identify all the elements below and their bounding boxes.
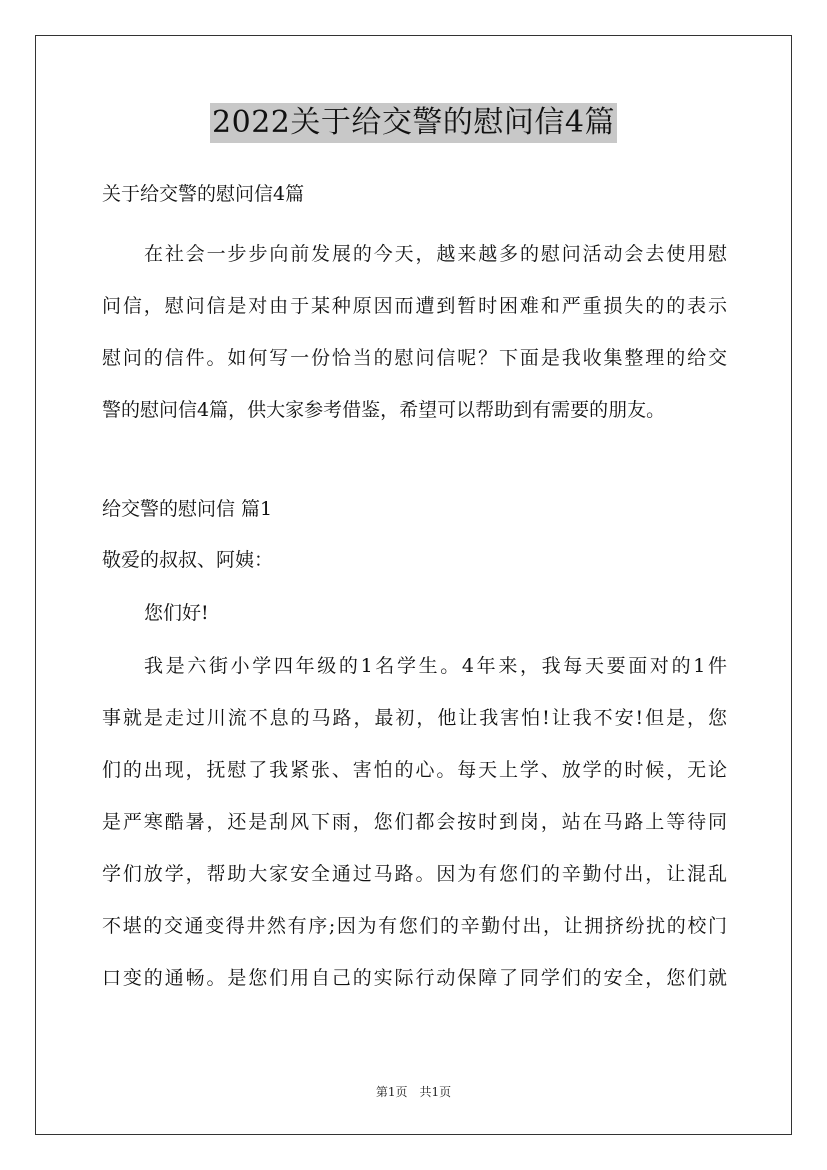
- letter-line: 学们放学，帮助大家安全通过马路。因为有您们的辛勤付出，让混乱: [102, 863, 727, 885]
- salutation: 敬爱的叔叔、阿姨：: [102, 549, 274, 571]
- title-container: [0, 103, 827, 143]
- document-title: 2022关于给交警的慰问信4篇: [210, 103, 617, 143]
- section-heading: 给交警的慰问信 篇1: [102, 498, 273, 520]
- page-footer: 第1页 共1页: [375, 1085, 452, 1099]
- intro-line: 问信，慰问信是对由于某种原因而遭到暂时困难和严重损失的的表示: [102, 295, 727, 317]
- subtitle: 关于给交警的慰问信4篇: [102, 183, 305, 205]
- spacer: [102, 436, 727, 484]
- document-body: [102, 176, 727, 1004]
- intro-paragraph: [102, 228, 727, 436]
- letter-line: 口变的通畅。是您们用自己的实际行动保障了同学们的安全，您们就: [102, 967, 727, 989]
- intro-line: 警的慰问信4篇，供大家参考借鉴，希望可以帮助到有需要的朋友。: [102, 399, 666, 421]
- letter-line: 我是六街小学四年级的1名学生。4年来，我每天要面对的1件: [144, 655, 727, 677]
- letter-paragraph: [102, 640, 727, 1004]
- letter-line: 是严寒酷暑，还是刮风下雨，您们都会按时到岗，站在马路上等待同: [102, 811, 727, 833]
- letter-line: 事就是走过川流不息的马路，最初，他让我害怕!让我不安!但是，您: [102, 707, 727, 729]
- intro-line: 在社会一步步向前发展的今天，越来越多的慰问活动会去使用慰: [144, 243, 727, 265]
- intro-line: 慰问的信件。如何写一份恰当的慰问信呢？下面是我收集整理的给交: [102, 347, 727, 369]
- greeting: 您们好!: [144, 602, 209, 624]
- letter-line: 们的出现，抚慰了我紧张、害怕的心。每天上学、放学的时候，无论: [102, 759, 727, 781]
- letter-line: 不堪的交通变得井然有序;因为有您们的辛勤付出，让拥挤纷扰的校门: [102, 915, 727, 937]
